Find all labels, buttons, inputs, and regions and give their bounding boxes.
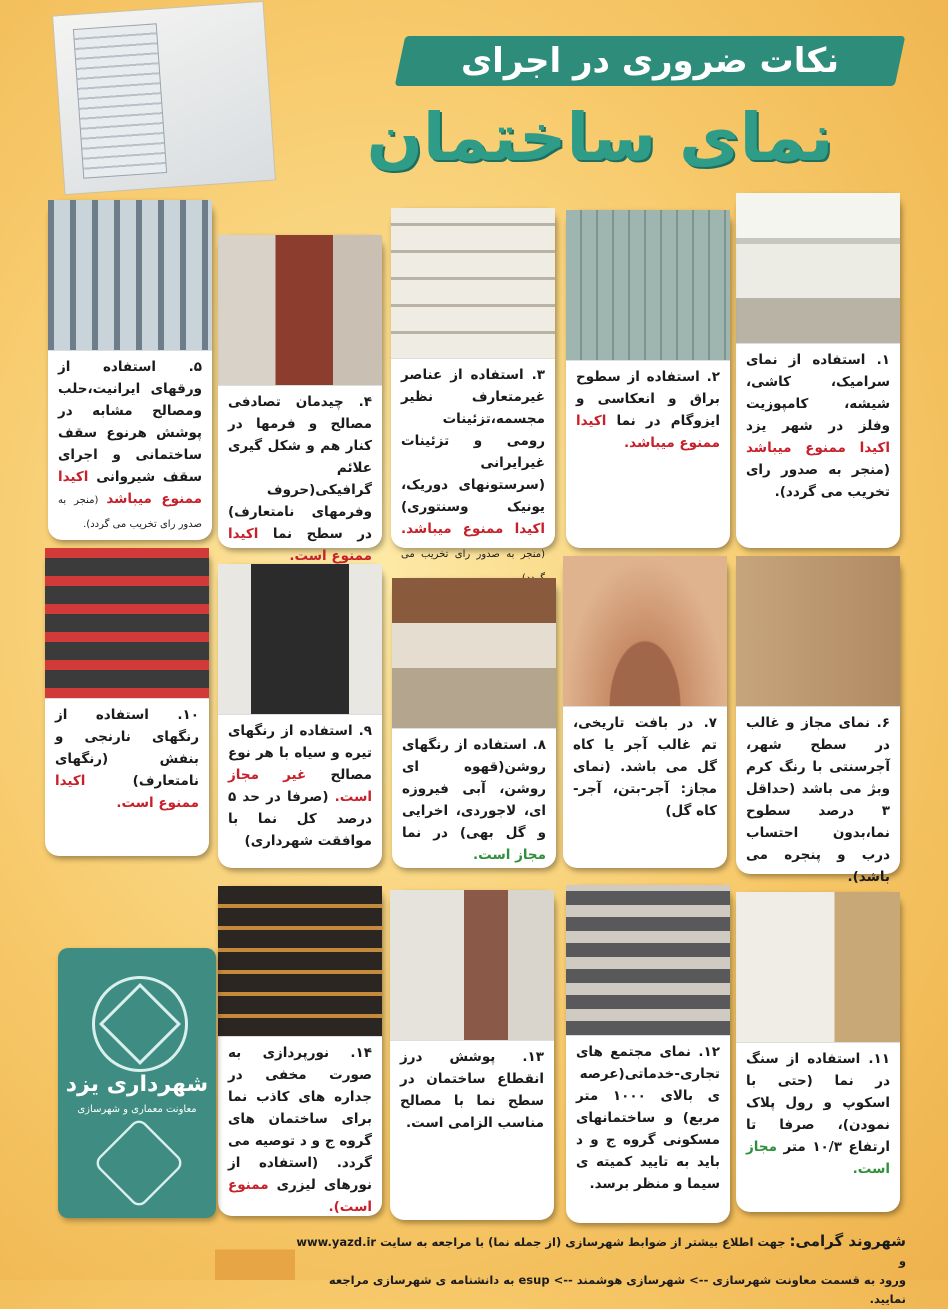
card-text <box>402 734 546 863</box>
card-text-segment: ۱۳. پوشش درز انقطاع ساختمان در سطح نما با مصالح مناسب الزامی است. <box>400 1049 544 1131</box>
allowed-label: مجاز است. <box>746 1139 890 1177</box>
card-text-segment: ۸. استفاده از رنگهای روشن(قهوه ای روشن، آبی فیروزه ای، لاجوردی، اخرایی و گل بهی) در نما <box>402 737 546 841</box>
card-text-segment: ۱۱. استفاده از سنگ در نما (حتی با اسکوپ و رول پلاک نمودن)، صرفا تا ارتفاع ۱۰/۳ متر <box>746 1051 890 1155</box>
footer-line-2: ورود به قسمت معاونت شهرسازی --> شهرسازی هوشمند --> esup به دانشنامه ی شهرسازی مراجعه نمایید. <box>328 1273 906 1306</box>
building-photo <box>392 578 556 729</box>
card-expansion-joint <box>390 890 554 1220</box>
cultural-org-logo-icon <box>93 1117 186 1210</box>
card-text <box>746 1048 890 1204</box>
building-photo <box>566 885 730 1036</box>
logo-subtitle: معاونت معماری و شهرسازی <box>77 1104 197 1115</box>
card-text-segment: ۹. استفاده از رنگهای تیره و سیاه با هر نوع مصالح <box>228 723 372 783</box>
card-text-segment: ۲. استفاده از سطوح براق و انعکاسی و ایزوگام در نما <box>576 369 720 429</box>
building-photo <box>390 890 554 1041</box>
card-text-segment: ۶. نمای مجاز و غالب در سطح شهر، آجرسنتی با رنگ کرم وبژ می باشد (حداقل ۳ درصد سطوح نما،بدون احتساب درب و پنجره می باشد). <box>746 715 890 885</box>
prohibited-label: ممنوع است). <box>228 1177 372 1215</box>
card-light-colors <box>392 578 556 868</box>
building-photo <box>218 564 382 715</box>
building-photo <box>736 556 900 707</box>
card-text <box>746 349 890 540</box>
card-commercial-review <box>566 885 730 1223</box>
card-text <box>228 720 372 860</box>
card-text-segment: ۵. استفاده از ورقهای ایرانیت،حلب ومصالح مشابه در پوشش هرنوع سقف ساختمانی و اجرای سقف شیروانی <box>58 359 202 485</box>
prohibited-label: اکیدا ممنوع میباشد. <box>401 521 545 537</box>
building-photo <box>45 548 209 699</box>
prohibited-label: غیر مجاز است. <box>228 767 372 805</box>
card-glossy-ban <box>566 210 730 548</box>
logo-name: شهرداری یزد <box>65 1072 209 1097</box>
card-ornament-ban <box>391 208 555 560</box>
card-text-segment: (منجر به صدور رای تخریب می گردد). <box>746 462 890 500</box>
prohibited-label: اکیدا ممنوع است. <box>55 773 199 811</box>
card-text <box>400 1046 544 1212</box>
page-title: نمای ساختمان <box>366 98 834 176</box>
card-text <box>55 704 199 848</box>
card-text <box>58 356 202 532</box>
building-photo <box>218 235 382 386</box>
card-text <box>746 712 890 885</box>
card-text <box>228 391 372 564</box>
card-text-segment: (صرفا در حد ۵ درصد کل نما با موافقت شهرداری) <box>228 789 372 849</box>
building-photo <box>563 556 727 707</box>
card-historic-fabric <box>563 556 727 868</box>
skyline-decoration <box>215 1242 295 1280</box>
prohibited-label: اکیدا ممنوع میباشد <box>58 469 202 507</box>
card-text-segment: ۱۴. نورپردازی به صورت مخفی در جداره های کاذب نما برای ساختمان های گروه ج و د توصیه می گردد. (استفاده از نورهای لیزری <box>228 1045 372 1193</box>
yazd-municipality-logo-icon <box>92 976 188 1072</box>
card-text <box>401 364 545 560</box>
building-photo <box>736 892 900 1043</box>
footer-line-1: جهت اطلاع بیشتر از ضوابط شهرسازی (از جمله نما) با مراجعه به سایت www.yazd.ir و <box>296 1235 906 1268</box>
building-photo <box>566 210 730 361</box>
footer-lead: شهروند گرامی: <box>789 1232 906 1250</box>
card-hidden-lighting <box>218 886 382 1216</box>
card-roof-ban <box>48 200 212 540</box>
tower-model-image <box>73 23 167 178</box>
card-text-segment: ۱. استفاده از نمای سرامیک، کاشی، شیشه، کامپوزیت وفلز در شهر یزد <box>746 352 890 434</box>
card-text-segment: ۳. استفاده از عناصر غیرمتعارف نظیر مجسمه،تزئینات رومی و تزئینات غیرایرانی (سرستونهای دوریک، یونیک وسنتوری) <box>401 367 545 515</box>
card-text-segment: ۷. در بافت تاریخی، تم غالب آجر یا کاه گل می باشد. (نمای مجاز: آجر-بتن، آجر-کاه گل) <box>573 715 717 819</box>
prohibited-label: اکیدا ممنوع میباشد. <box>576 413 720 451</box>
card-text-segment: (منجر به صدور رای تخریب می <box>401 549 545 560</box>
allowed-label: مجاز است. <box>473 847 546 863</box>
card-brick-allowed <box>736 556 900 885</box>
card-stone-height <box>736 892 900 1212</box>
card-text-segment: ۱۲. نمای مجتمع های تجاری-خدماتی(عرصه ی بالای ۱۰۰۰ متر مربع) و ساختمانهای مسکونی گروه ج و د باید به تایید کمیته ی سیما و منظر برسد. <box>576 1044 720 1192</box>
card-text <box>576 1041 720 1215</box>
building-photo <box>391 208 555 359</box>
card-text-segment: ۱۰. استفاده از رنگهای نارنجی و بنفش (رنگهای نامتعارف) <box>55 707 199 789</box>
building-photo <box>218 886 382 1037</box>
card-text <box>573 712 717 860</box>
card-text <box>228 1042 372 1215</box>
card-text <box>576 366 720 540</box>
footer-note <box>296 1232 906 1306</box>
building-photo <box>48 200 212 351</box>
prohibited-label: اکیدا ممنوع است. <box>228 526 372 564</box>
prohibited-label: اکیدا ممنوع میباشد <box>746 440 890 456</box>
municipality-logo-panel <box>58 948 216 1218</box>
card-graphic-ban <box>218 235 382 564</box>
building-photo <box>736 193 900 344</box>
card-text-segment: (منجر به صدور رای تخریب می گردد). <box>58 495 202 530</box>
card-dark-colors <box>218 564 382 868</box>
card-ceramic-ban <box>736 193 900 548</box>
title-line-1: نکات ضروری در اجرای <box>461 41 840 81</box>
card-orange-purple <box>45 548 209 856</box>
card-text-segment: ۴. چیدمان تصادفی مصالح و فرمها در کنار هم و شکل گیری علائم گرافیکی(حروف وفرمهای نامتعارف) در سطح نما <box>228 394 372 542</box>
